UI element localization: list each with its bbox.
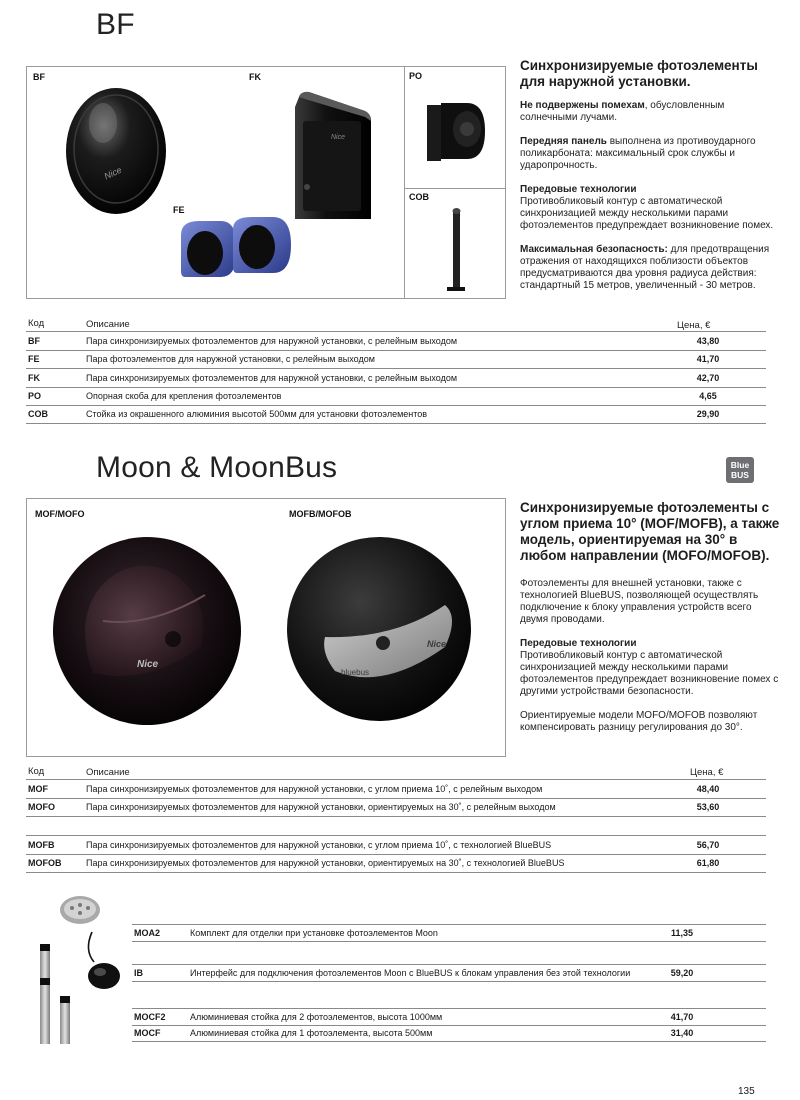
product-price: 4,65 — [699, 391, 717, 401]
bf-desc-paragraph-2 — [520, 136, 782, 172]
product-price: 43,80 — [696, 336, 720, 346]
accessory-code: MOA2 — [134, 928, 161, 938]
table-row — [132, 1025, 766, 1042]
product-description: Пара синхронизируемых фотоэлементов для наружной установки, с релейным выходом — [86, 373, 458, 383]
moon-desc-paragraph-2 — [520, 638, 782, 698]
mof-photo-label: MOF/MOFO — [35, 509, 85, 519]
product-code: MOFOB — [28, 858, 62, 868]
mofb-photo-label: MOFB/MOFOB — [289, 509, 352, 519]
bf-desc-p3-rest: Противобликовый контур с автоматической синхронизацией между несколькими парами фотоэлементов предупреждает возникновение помех. — [520, 196, 774, 231]
product-code: MOFB — [28, 840, 55, 850]
product-description: Пара синхронизируемых фотоэлементов для наружной установки, с углом приема 10˚, с релейным выходом — [86, 784, 543, 794]
ib-interface-image — [80, 930, 126, 994]
bluebus-badge — [726, 457, 754, 483]
product-code: COB — [28, 409, 48, 419]
bf-description — [520, 58, 782, 292]
bf-table-header-description: Описание — [86, 319, 130, 330]
product-price: 42,70 — [696, 373, 720, 383]
moon-description — [520, 500, 782, 734]
bf-desc-paragraph-1 — [520, 100, 782, 124]
bf-desc-p4-rest: для предотвращения отражения от находящихся поблизости объектов предусматриваются два уровня радиуса действия: стандартный 15 метров, увеличенный - 30 метров. — [520, 244, 770, 291]
table-row — [26, 350, 766, 369]
moon-photo-panel — [26, 498, 506, 757]
table-row — [26, 405, 766, 424]
mocf-posts-image — [36, 940, 76, 1050]
accessory-code: MOCF2 — [134, 1012, 166, 1022]
mofb-brand-mark: Nice — [427, 639, 447, 649]
fe-photo-label: FE — [173, 205, 185, 215]
moa2-trim-kit-image — [58, 894, 102, 926]
table-row — [26, 780, 766, 799]
page-number: 135 — [738, 1086, 755, 1097]
moon-section-title: Moon & MoonBus — [96, 451, 338, 484]
moon-table-header-price: Цена, € — [690, 767, 724, 778]
bf-desc-p4-bold: Максимальная безопасность: — [520, 244, 668, 255]
product-code: FE — [28, 354, 40, 364]
product-description: Пара синхронизируемых фотоэлементов для наружной установки, с углом приема 10˚, с технологией BlueBUS — [86, 840, 552, 850]
po-cob-divider — [404, 188, 505, 189]
mofb-bluebus-mark: bluebus — [341, 668, 370, 677]
bf-desc-paragraph-3 — [520, 184, 782, 232]
bf-photo-label: BF — [33, 72, 45, 82]
bf-photocell-image — [61, 83, 171, 218]
po-divider-vertical — [404, 67, 405, 298]
table-row — [26, 836, 766, 855]
table-row — [132, 1009, 766, 1026]
cob-photo-label: COB — [409, 192, 429, 202]
cob-post-image — [441, 205, 471, 295]
accessory-description: Алюминиевая стойка для 1 фотоэлемента, высота 500мм — [190, 1028, 433, 1038]
bf-section-title: BF — [96, 8, 135, 41]
product-code: PO — [28, 391, 42, 401]
product-description: Стойка из окрашенного алюминия высотой 500мм для установки фотоэлементов — [86, 409, 428, 419]
fk-photo-label: FK — [249, 72, 261, 82]
product-price: 61,80 — [696, 858, 720, 868]
table-row — [26, 369, 766, 388]
product-price: 56,70 — [696, 840, 720, 850]
product-code: BF — [28, 336, 40, 346]
product-description: Опорная скоба для крепления фотоэлементов — [86, 391, 282, 401]
bf-desc-p2-bold: Передняя панель — [520, 136, 607, 147]
product-price: 29,90 — [696, 409, 720, 419]
moon-desc-paragraph-3: Ориентируемые модели MOFO/MOFOB позволяют компенсировать разницу регулирования до 30°. — [520, 710, 758, 733]
table-row — [26, 387, 766, 406]
table-row — [26, 332, 766, 351]
moon-desc-p2-bold: Передовые технологии — [520, 638, 637, 649]
mof-photocell-image — [41, 527, 251, 727]
accessory-description: Интерфейс для подключения фотоэлементов Moon с BlueBUS к блокам управления без этой технологии — [190, 968, 631, 978]
bf-table-header-price: Цена, € — [677, 320, 711, 331]
product-description: Пара синхронизируемых фотоэлементов для наружной установки, ориентируемых на 30˚, с релейным выходом — [86, 802, 556, 812]
product-description: Пара синхронизируемых фотоэлементов для наружной установки, с релейным выходом — [86, 336, 458, 346]
po-photo-label: PO — [409, 71, 423, 81]
product-description: Пара фотоэлементов для наружной установки, с релейным выходом — [86, 354, 375, 364]
bf-table-header-code: Код — [28, 318, 45, 329]
accessory-description: Комплект для отделки при установке фотоэлементов Moon — [190, 928, 438, 938]
product-code: MOF — [28, 784, 48, 794]
accessory-price: 59,20 — [670, 968, 694, 978]
accessory-price: 11,35 — [670, 928, 694, 938]
table-row — [132, 965, 766, 982]
bf-brand-mark: Nice — [102, 164, 124, 182]
fk-brand-mark: Nice — [331, 134, 346, 141]
product-code: FK — [28, 373, 40, 383]
bf-desc-p3-bold: Передовые технологии — [520, 184, 637, 195]
bf-desc-p1-rest: , обусловленным солнечными лучами. — [520, 100, 725, 123]
accessory-description: Алюминиевая стойка для 2 фотоэлементов, высота 1000мм — [190, 1012, 443, 1022]
table-row — [132, 925, 766, 942]
accessory-code: IB — [134, 968, 143, 978]
bf-desc-paragraph-4 — [520, 244, 782, 292]
mof-brand-mark: Nice — [137, 659, 159, 670]
accessory-code: MOCF — [134, 1028, 161, 1038]
mofb-photocell-image — [275, 529, 475, 725]
product-price: 48,40 — [696, 784, 720, 794]
accessory-price: 41,70 — [670, 1012, 694, 1022]
bluebus-badge-line-2: BUS — [731, 470, 749, 480]
bf-description-title: Синхронизируемые фотоэлементы для наружной установки. — [520, 58, 758, 89]
fe-photocell-image — [175, 215, 315, 285]
product-price: 41,70 — [696, 354, 720, 364]
bf-desc-p2-rest: выполнена из противоударного поликарбоната: максимальный срок службы и ударопрочность. — [520, 136, 756, 171]
moon-table-header-description: Описание — [86, 767, 130, 778]
moon-description-title: Синхронизируемые фотоэлементы с углом приема 10° (MOF/MOFB), а также модель, ориентируемая на 30° в любом направлении (MOFO/MOFOB). — [520, 500, 780, 563]
product-code: MOFO — [28, 802, 55, 812]
product-price: 53,60 — [696, 802, 720, 812]
table-row — [26, 798, 766, 817]
moon-desc-paragraph-1: Фотоэлементы для внешней установки, также с технологией BlueBUS, позволяющей осуществлять подключение к блоку управления устройств всего двумя проводами. — [520, 578, 759, 625]
bf-photo-panel — [26, 66, 506, 299]
moon-desc-p2-rest: Противобликовый контур с автоматической синхронизацией между несколькими парами фотоэлементов предупреждает возникновение помех с другими устройствами безопасности. — [520, 650, 779, 697]
bf-desc-p1-bold: Не подвержены помехам — [520, 100, 645, 111]
fk-photocell-image — [285, 87, 385, 227]
bluebus-badge-line-1: Blue — [730, 460, 750, 470]
table-row — [26, 854, 766, 873]
accessory-price: 31,40 — [670, 1028, 694, 1038]
product-description: Пара синхронизируемых фотоэлементов для наружной установки, ориентируемых на 30˚, с технологией BlueBUS — [86, 858, 565, 868]
po-bracket-image — [423, 95, 493, 165]
moon-table-header-code: Код — [28, 766, 45, 777]
